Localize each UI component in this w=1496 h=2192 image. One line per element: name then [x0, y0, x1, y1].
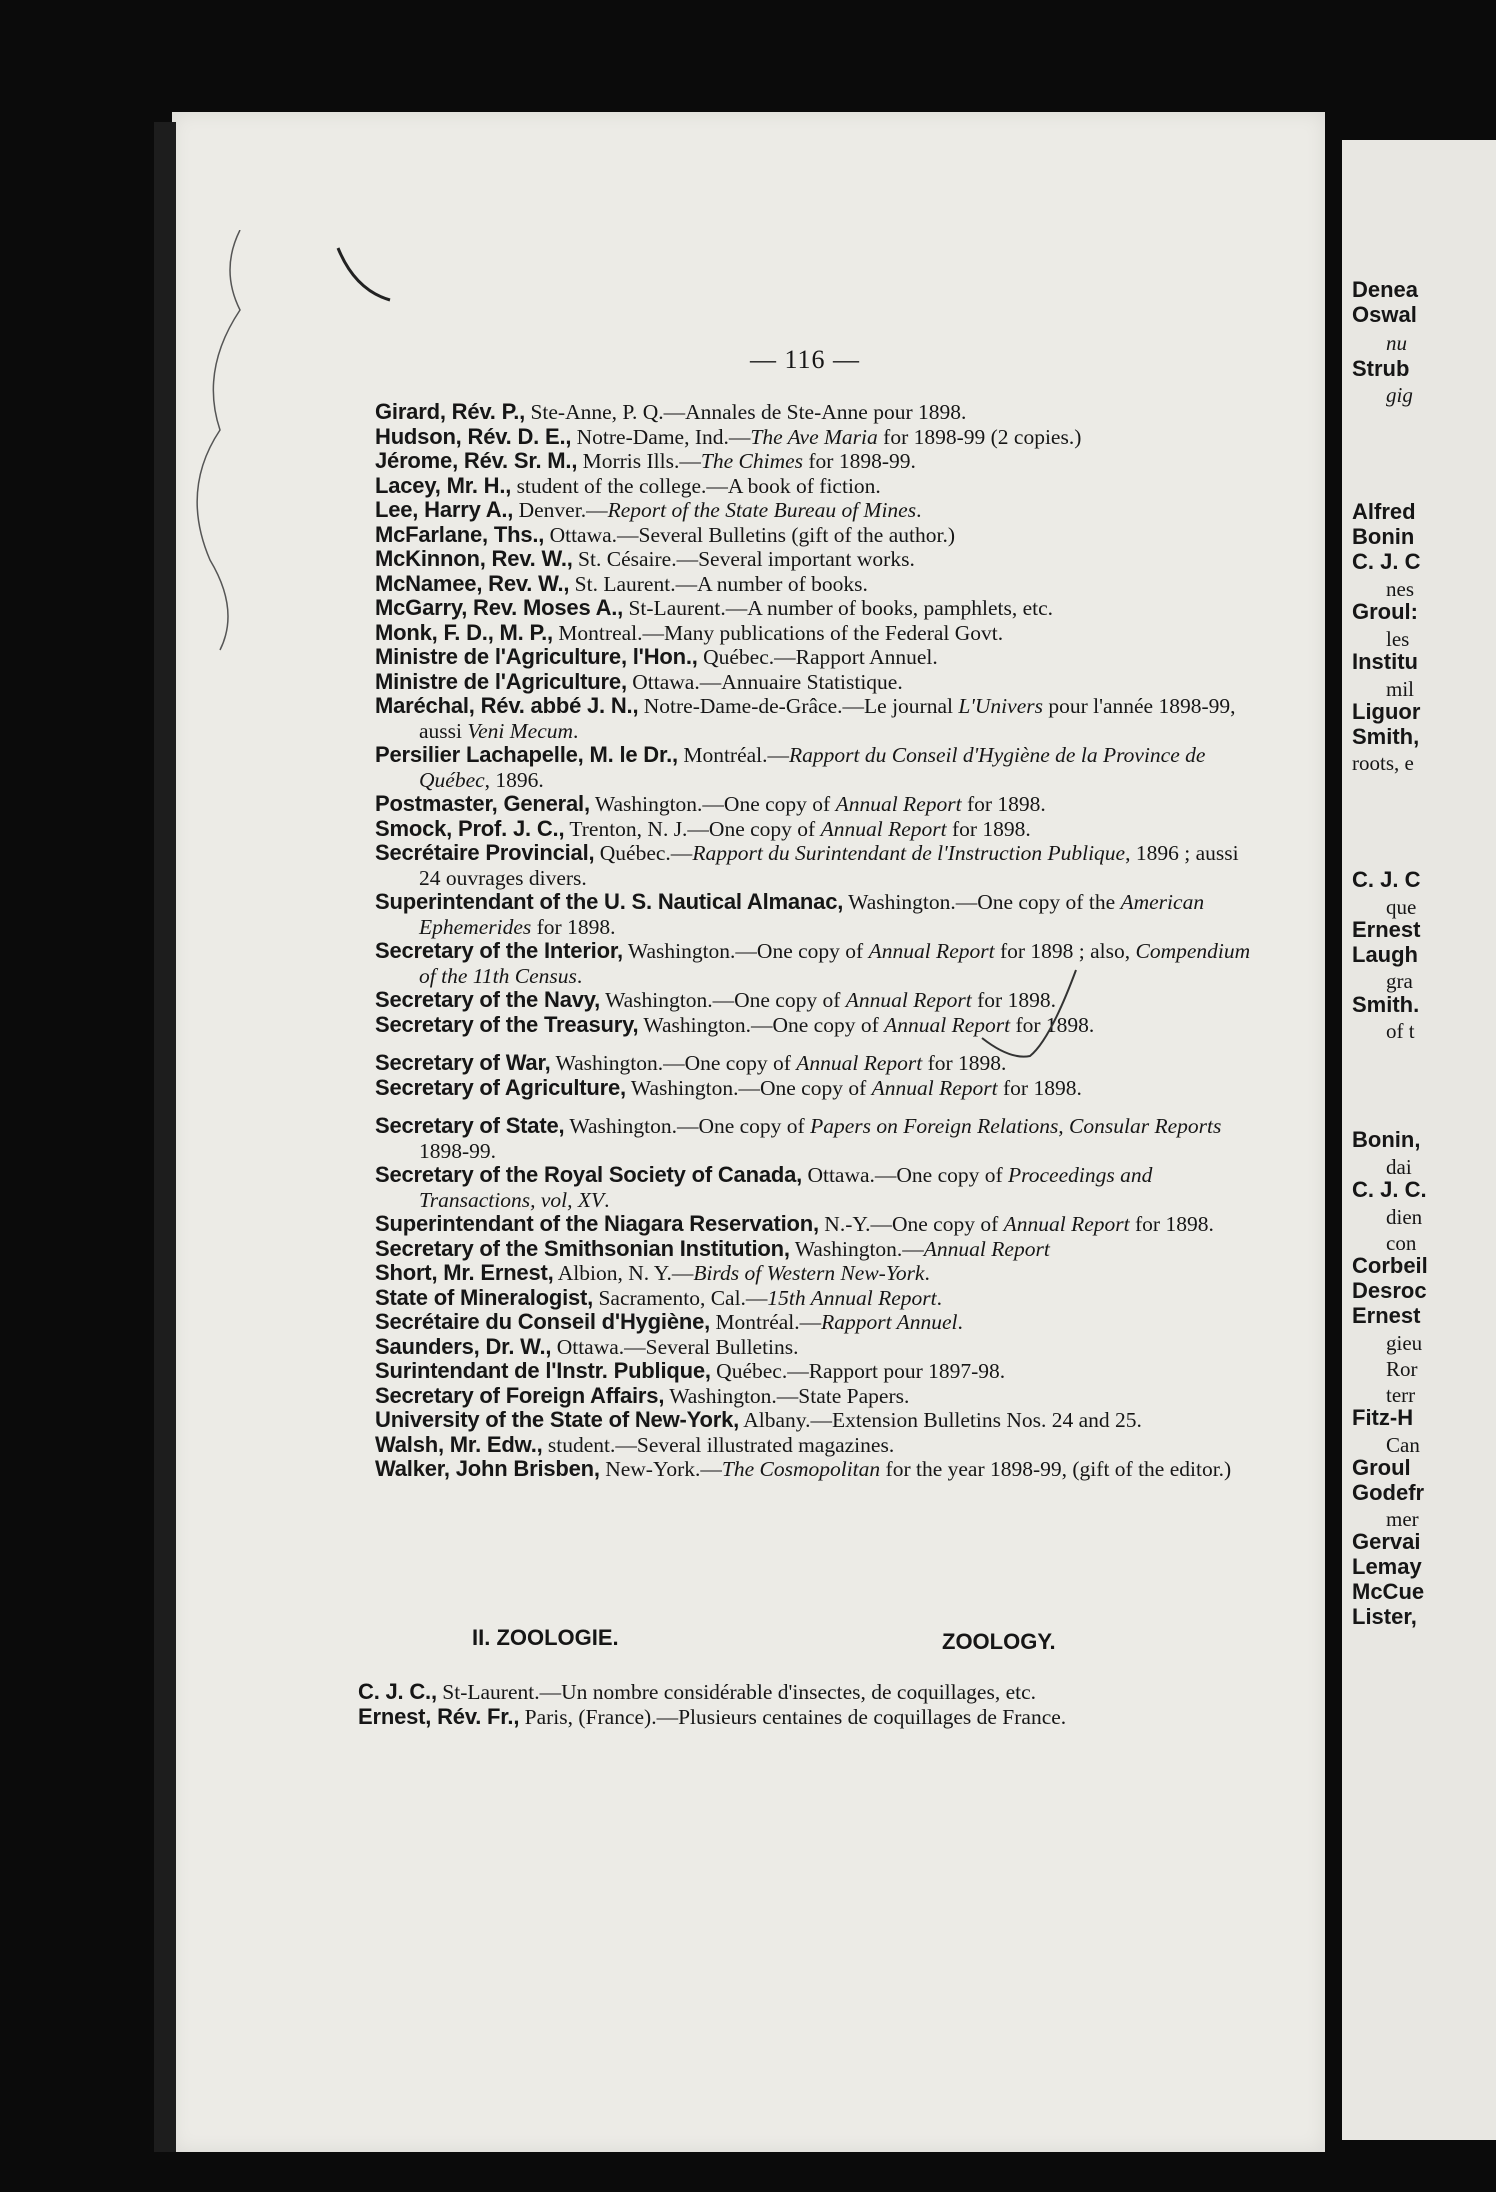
entries-entry: [375, 841, 1255, 890]
section-heading: [472, 1625, 1212, 1665]
entries-entry: [375, 1114, 1255, 1163]
facing-page-text: gra: [1386, 969, 1413, 993]
donor-name: Lacey, Mr. H.,: [375, 472, 512, 498]
section-title-english: ZOOLOGY.: [942, 1629, 1056, 1654]
entry-text: 1898-99.: [419, 1138, 497, 1163]
facing-page-text: Lemay: [1352, 1554, 1422, 1579]
facing-page-text: Denea: [1352, 277, 1419, 302]
title-italic: Papers on Foreign Relations, Consular Reports: [810, 1114, 1222, 1138]
donor-name: Short, Mr. Ernest,: [375, 1260, 554, 1285]
entries-entry: [375, 1457, 1255, 1482]
donor-name: Secrétaire du Conseil d'Hygiène,: [375, 1309, 711, 1334]
entry-text: for 1898.: [1010, 1012, 1095, 1037]
facing-page-text: C. J. C.: [1352, 1177, 1427, 1202]
donor-name: Persilier Lachapelle, M. le Dr.,: [375, 742, 678, 767]
title-italic: Annual Report: [868, 939, 995, 963]
donor-name: Walsh, Mr. Edw.,: [375, 1431, 543, 1457]
entry-text: Denver.—: [513, 498, 608, 522]
facing-page-text: of t: [1386, 1019, 1415, 1043]
facing-page-text: Institu: [1352, 649, 1418, 674]
entries-entry: [375, 1076, 1255, 1101]
title-italic: American Ephemerides: [419, 890, 1205, 939]
title-italic: Birds of Western New-York: [693, 1261, 925, 1285]
facing-page-text: McCue: [1352, 1579, 1425, 1604]
title-italic: Annual Report: [796, 1051, 923, 1075]
donor-name: Secretary of the Smithsonian Institution,: [375, 1235, 790, 1261]
entry-text: Ottawa.—Annuaire Statistique.: [626, 669, 903, 694]
facing-page-text: C. J. C: [1352, 549, 1421, 574]
title-italic: Compendium of the 11th Census: [419, 939, 1251, 988]
entries-entry: [375, 694, 1255, 743]
entry-text: .: [604, 1187, 610, 1212]
title-italic: Proceedings and Transactions, vol, XV: [419, 1163, 1153, 1212]
entry-text: for the year 1898-99, (gift of the editor.): [880, 1457, 1232, 1481]
entries-entry: [375, 1433, 1255, 1458]
entries-entry: [375, 1261, 1255, 1286]
facing-page-text: dai: [1386, 1155, 1412, 1179]
title-italic: Annual Report: [820, 816, 947, 841]
donor-name: Ernest, Rév. Fr.,: [358, 1703, 520, 1729]
facing-page-text: mer: [1386, 1507, 1419, 1531]
entries-entry: [375, 743, 1255, 792]
entry-text: student of the college.—A book of fiction.: [511, 473, 881, 498]
facing-page-text: Godefr: [1352, 1480, 1425, 1505]
entry-text: Ottawa.—One copy of: [802, 1163, 1009, 1187]
entry-text: pour l'année 1898-99, aussi: [419, 694, 1236, 743]
donor-name: Ministre de l'Agriculture, l'Hon.,: [375, 644, 698, 669]
entry-text: Washington.—One copy of: [589, 792, 836, 816]
entry-text: for 1898.: [971, 988, 1056, 1012]
entry-text: Ottawa.—Several Bulletins (gift of the author.): [544, 522, 955, 547]
donor-name: Superintendant of the U. S. Nautical Almanac,: [375, 889, 844, 914]
facing-page-text: Gervai: [1352, 1529, 1421, 1554]
donor-name: Girard, Rév. P.,: [375, 399, 526, 424]
entry-text: Washington.—One copy of: [564, 1114, 811, 1138]
entries-entry: [375, 1237, 1255, 1262]
donor-name: Lee, Harry A.,: [375, 497, 514, 522]
title-italic: Annual Report: [871, 1075, 998, 1100]
title-italic: The Ave Maria: [750, 424, 878, 449]
entry-text: , 1896 ; aussi 24 ouvrages divers.: [419, 841, 1239, 890]
donor-name: Hudson, Rév. D. E.,: [375, 423, 572, 449]
title-italic: Rapport du Conseil d'Hygiène de la Province de Québec: [419, 743, 1206, 792]
title-italic: L'Univers: [958, 694, 1043, 718]
entry-text: Montréal.—: [710, 1310, 822, 1334]
entry-text: .: [573, 718, 579, 743]
title-italic: Annual Report: [1003, 1212, 1130, 1236]
donor-name: Secretary of the Interior,: [375, 938, 623, 963]
facing-page-text: Groul:: [1352, 599, 1418, 624]
entries-entry: [375, 1359, 1255, 1384]
entry-text: Morris Ills.—: [577, 449, 701, 473]
title-italic: Annual Report: [835, 792, 962, 816]
title-italic: Veni Mecum: [467, 718, 574, 743]
entries-entry: [375, 1335, 1255, 1360]
entry-text: Paris, (France).—Plusieurs centaines de coquillages de France.: [519, 1704, 1067, 1729]
donor-name: McGarry, Rev. Moses A.,: [375, 595, 624, 620]
entry-text: student.—Several illustrated magazines.: [542, 1432, 895, 1457]
entry-text: , 1896.: [484, 767, 544, 792]
facing-page-text: gig: [1386, 383, 1413, 407]
entry-text: Washington.—One copy of: [550, 1051, 797, 1075]
facing-page-text: que: [1386, 895, 1417, 919]
entry-text: New-York.—: [599, 1457, 722, 1481]
donor-name: McKinnon, Rev. W.,: [375, 546, 573, 571]
donor-name: University of the State of New-York,: [375, 1407, 740, 1432]
entries-entry: [375, 792, 1255, 817]
entry-text: Notre-Dame, Ind.—: [571, 424, 751, 449]
entry-text: St-Laurent.—A number of books, pamphlets, etc.: [623, 596, 1054, 620]
facing-page-text: Fitz-H: [1352, 1405, 1414, 1430]
entry-text: Québec.—Rapport pour 1897-98.: [710, 1359, 1006, 1383]
entries-entry: [375, 1013, 1255, 1038]
entry-text: St-Laurent.—Un nombre considérable d'insectes, de coquillages, etc.: [436, 1680, 1037, 1704]
entries-entry: [375, 939, 1255, 988]
facing-page-text: Lister,: [1352, 1604, 1417, 1629]
donor-name: McFarlane, Ths.,: [375, 521, 545, 547]
entry-text: Ste-Anne, P. Q.—Annales de Ste-Anne pour 1898.: [525, 400, 967, 424]
facing-page-text: nu: [1386, 331, 1407, 355]
facing-page-text: Strub: [1352, 356, 1410, 381]
donor-name: C. J. C.,: [358, 1679, 437, 1704]
donor-name: Secrétaire Provincial,: [375, 840, 595, 865]
donor-name: Ministre de l'Agriculture,: [375, 668, 627, 694]
entry-text: Ottawa.—Several Bulletins.: [551, 1334, 799, 1359]
donor-name: State of Mineralogist,: [375, 1284, 594, 1310]
facing-page-text: Ernest: [1352, 917, 1421, 942]
facing-page-text: Desroc: [1352, 1278, 1427, 1303]
entry-text: Washington.—One copy of: [625, 1075, 872, 1100]
entries-entry: [375, 988, 1255, 1013]
donor-name: Jérome, Rév. Sr. M.,: [375, 448, 578, 473]
entry-text: for 1898.: [922, 1051, 1007, 1075]
facing-page-text: Oswal: [1352, 302, 1417, 327]
title-italic: 15th Annual Report: [767, 1285, 937, 1310]
facing-page-text: Corbeil: [1352, 1253, 1428, 1278]
facing-page-text: Liguor: [1352, 699, 1421, 724]
entry-text: Québec.—Rapport Annuel.: [697, 645, 938, 669]
pencil-margin-mark: [180, 230, 560, 660]
title-italic: Annual Report: [923, 1236, 1050, 1261]
entry-text: N.-Y.—One copy of: [818, 1212, 1004, 1236]
entry-text: .: [936, 1285, 943, 1310]
donor-name: Superintendant of the Niagara Reservation,: [375, 1211, 819, 1236]
title-italic: Annual Report: [884, 1012, 1011, 1037]
entry-text: Trenton, N. J.—One copy of: [564, 816, 821, 841]
donor-name: Secretary of the Navy,: [375, 987, 601, 1012]
entry-text: .: [916, 498, 922, 522]
entry-text: Washington.—State Papers.: [664, 1383, 910, 1408]
entries-entry: [375, 1163, 1255, 1212]
entry-text: for 1898.: [946, 816, 1031, 841]
title-italic: Annual Report: [845, 988, 972, 1012]
donor-name: Secretary of Foreign Affairs,: [375, 1382, 665, 1408]
facing-page-fragment: [1342, 140, 1496, 2140]
title-italic: Rapport Annuel: [821, 1310, 958, 1334]
donor-name: Secretary of State,: [375, 1113, 565, 1138]
entry-text: Washington.—One copy of: [622, 939, 869, 963]
page-number: — 116 —: [750, 345, 861, 374]
entries-entry: [375, 1051, 1255, 1076]
facing-page-text: con: [1386, 1231, 1417, 1255]
entry-text: Washington.—One copy of: [600, 988, 846, 1012]
entry-text: Montréal.—: [677, 743, 790, 767]
donor-name: Secretary of the Royal Society of Canada,: [375, 1162, 803, 1187]
donor-name: McNamee, Rev. W.,: [375, 570, 570, 596]
entry-text: Québec.—: [594, 841, 693, 865]
entry-text: .: [924, 1261, 930, 1285]
facing-page-text: Ernest: [1352, 1303, 1421, 1328]
entry-text: for 1898 ; also,: [994, 939, 1136, 963]
facing-page-text: Bonin,: [1352, 1127, 1421, 1152]
entry-text: for 1898.: [531, 914, 616, 939]
facing-page-text: Can: [1386, 1433, 1420, 1457]
zoology-entry: [358, 1705, 1238, 1730]
facing-page-text: Smith,: [1352, 724, 1420, 749]
title-italic: The Chimes: [700, 449, 803, 473]
page-binding-edge: [154, 122, 176, 2152]
entry-text: Montreal.—Many publications of the Federal Govt.: [552, 620, 1004, 645]
donor-name: Postmaster, General,: [375, 791, 590, 816]
facing-page-text: gieu: [1386, 1331, 1423, 1355]
donor-name: Surintendant de l'Instr. Publique,: [375, 1358, 711, 1383]
facing-page-text: Laugh: [1352, 942, 1418, 967]
entry-text: St. Césaire.—Several important works.: [572, 547, 915, 571]
entries-entry: [375, 670, 1255, 695]
title-italic: Rapport du Surintendant de l'Instruction Publique: [692, 841, 1126, 865]
entry-text: St. Laurent.—A number of books.: [569, 571, 868, 596]
entries-entry: [375, 1310, 1255, 1335]
entry-text: Washington.—: [789, 1236, 924, 1261]
entry-text: Washington.—One copy of: [638, 1012, 885, 1037]
facing-page-text: Ror: [1386, 1357, 1418, 1381]
title-italic: The Cosmopolitan: [721, 1457, 881, 1481]
donor-name: Monk, F. D., M. P.,: [375, 619, 553, 645]
entry-text: Sacramento, Cal.—: [593, 1285, 768, 1310]
entry-text: for 1898.: [1129, 1212, 1214, 1236]
facing-page-text: Alfred: [1352, 499, 1416, 524]
facing-page-text: mil: [1386, 677, 1415, 701]
donor-name: Secretary of the Treasury,: [375, 1011, 639, 1037]
donor-name: Secretary of War,: [375, 1050, 551, 1075]
facing-page-text: Smith.: [1352, 992, 1420, 1017]
entry-text: Albany.—Extension Bulletins Nos. 24 and 25.: [739, 1408, 1142, 1432]
entry-text: for 1898-99.: [803, 449, 916, 473]
entry-text: Albion, N. Y.—: [553, 1261, 694, 1285]
entry-text: .: [576, 963, 583, 988]
donor-name: Saunders, Dr. W.,: [375, 1333, 552, 1359]
donor-name: Smock, Prof. J. C.,: [375, 815, 565, 841]
entry-text: for 1898.: [997, 1075, 1082, 1100]
facing-page-text: Groul: [1352, 1455, 1411, 1480]
facing-page-text: nes: [1386, 577, 1414, 601]
zoology-list: [358, 1680, 1238, 1729]
entry-text: Washington.—One copy of the: [843, 890, 1121, 914]
title-italic: Report of the State Bureau of Mines: [607, 498, 917, 522]
facing-page-text: Bonin: [1352, 524, 1415, 549]
entries-entry: [375, 1212, 1255, 1237]
facing-page-text: terr: [1386, 1383, 1416, 1407]
entries-entry: [375, 1408, 1255, 1433]
donor-name: Secretary of Agriculture,: [375, 1074, 626, 1100]
section-title-french: II. ZOOLOGIE.: [472, 1625, 619, 1650]
facing-page-text: les: [1386, 627, 1410, 651]
entries-entry: [375, 817, 1255, 842]
donor-name: Walker, John Brisben,: [375, 1456, 600, 1481]
entry-text: for 1898.: [961, 792, 1046, 816]
zoology-entry: [358, 1680, 1238, 1705]
pencil-checkmark: [980, 960, 1090, 1070]
entry-text: for 1898-99 (2 copies.): [877, 424, 1082, 449]
facing-page-text: dien: [1386, 1205, 1423, 1229]
entries-entry: [375, 890, 1255, 939]
donor-name: Maréchal, Rév. abbé J. N.,: [375, 693, 639, 718]
entry-text: .: [957, 1310, 963, 1334]
entries-entry: [375, 1286, 1255, 1311]
entry-text: Notre-Dame-de-Grâce.—Le journal: [638, 694, 959, 718]
facing-page-text: roots, e: [1352, 751, 1414, 775]
entries-entry: [375, 1384, 1255, 1409]
facing-page-text: C. J. C: [1352, 867, 1421, 892]
